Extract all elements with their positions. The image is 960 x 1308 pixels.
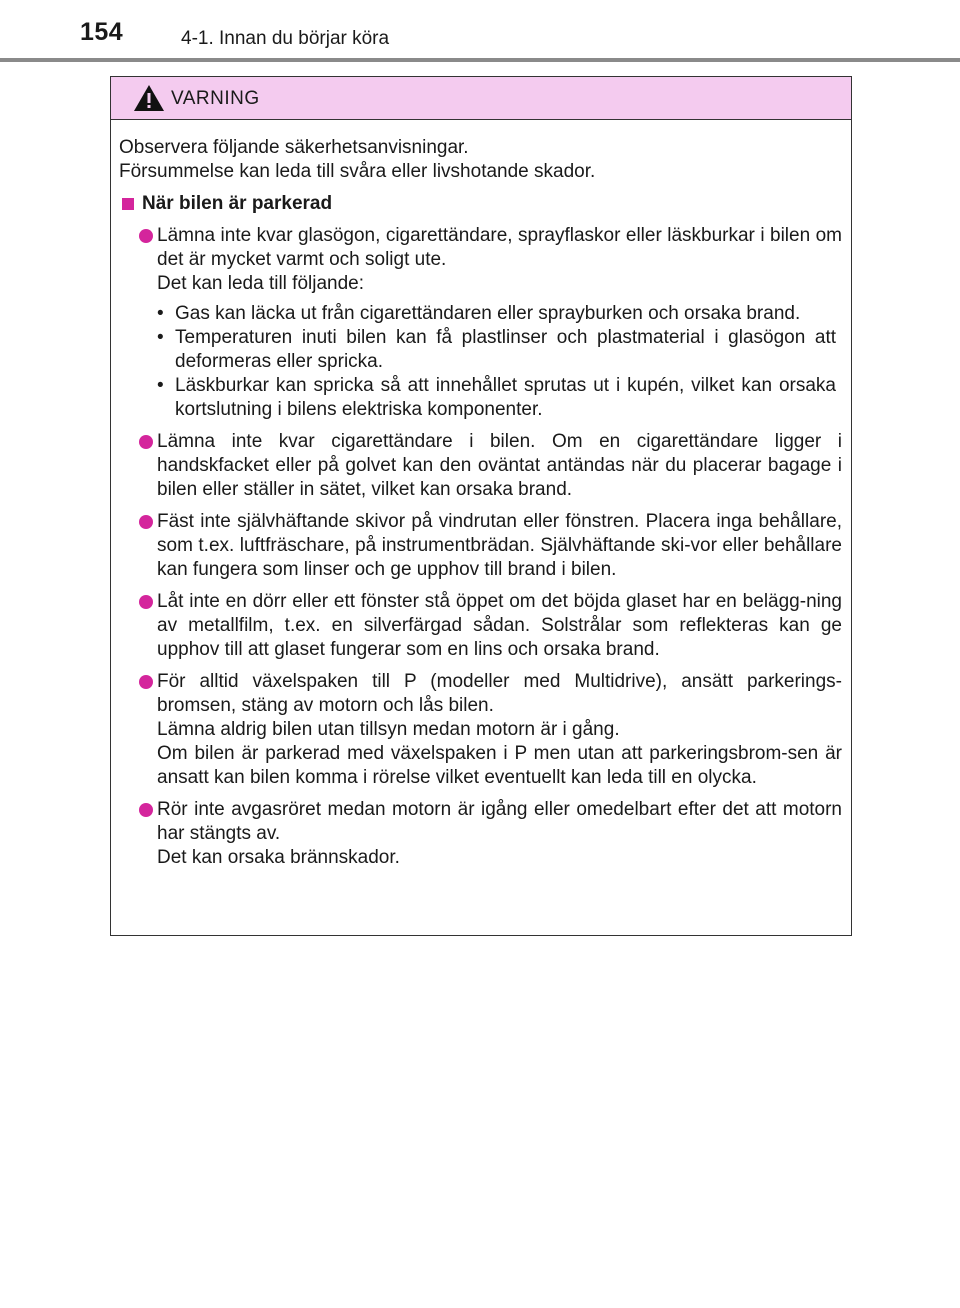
- subheading: [119, 192, 842, 216]
- item-paragraph: Det kan orsaka brännskador.: [157, 847, 400, 868]
- sub-list-item: [157, 374, 842, 422]
- bullet-dot-icon: [139, 675, 153, 689]
- warning-item: [119, 670, 842, 790]
- intro-line: Försummelse kan leda till svåra eller livshotande skador.: [119, 161, 596, 182]
- item-paragraph: Lämna inte kvar cigarettändare i bilen. Om en cigarettändare ligger i handskfacket eller på golvet kan den oväntat antändas när du placerar bagage i bilen eller ställer in sätet, vilket kan orsaka brand.: [157, 431, 842, 500]
- item-paragraph: För alltid växelspaken till P (modeller med Multidrive), ansätt parkerings-bromsen, stäng av motorn och lås bilen.: [157, 671, 842, 716]
- warning-body: [111, 120, 851, 870]
- warning-label: VARNING: [171, 88, 260, 109]
- header-divider: [0, 58, 960, 62]
- page-number: 154: [80, 18, 124, 46]
- warning-item: [119, 510, 842, 582]
- warning-triangle-icon: [133, 84, 165, 112]
- bullet-dot-icon: [139, 803, 153, 817]
- sub-item-text: Läskburkar kan spricka så att innehållet sprutas ut i kupén, vilket kan orsaka kortslutning i bilens elektriska komponenter.: [175, 375, 836, 420]
- warning-item: [119, 590, 842, 662]
- bullet-dot-icon: [139, 435, 153, 449]
- item-paragraph: Lämna inte kvar glasögon, cigarettändare, sprayflaskor eller läskburkar i bilen om det är mycket varmt och soligt ute.: [157, 225, 842, 270]
- sub-item-text: Gas kan läcka ut från cigarettändaren eller sprayburken och orsaka brand.: [175, 303, 801, 324]
- intro-line: Observera följande säkerhetsanvisningar.: [119, 137, 469, 158]
- warning-box: [110, 76, 852, 936]
- warning-item: [119, 224, 842, 422]
- item-paragraph: Rör inte avgasröret medan motorn är igång eller omedelbart efter det att motorn har stängts av.: [157, 799, 842, 844]
- item-paragraph: Det kan leda till följande:: [157, 273, 365, 294]
- sub-list-item: [157, 326, 842, 374]
- square-bullet-icon: [122, 198, 134, 210]
- bullet-dot-icon: [139, 229, 153, 243]
- item-paragraph: Lämna aldrig bilen utan tillsyn medan motorn är i gång.: [157, 719, 620, 740]
- subheading-text: När bilen är parkerad: [142, 193, 333, 214]
- sub-list-item: [157, 302, 842, 326]
- bullet-dot-icon: [139, 515, 153, 529]
- sub-item-text: Temperaturen inuti bilen kan få plastlinser och plastmaterial i glasögon att deformeras eller spricka.: [175, 327, 836, 372]
- item-paragraph: Fäst inte självhäftande skivor på vindrutan eller fönstren. Placera inga behållare, som t.ex. luftfräschare, på instrumentbrädan. Självhäftande ski-vor eller behållare kan fungera som linser och ge upphov till brand i bilen.: [157, 511, 842, 580]
- warning-intro: [119, 136, 842, 184]
- warning-item: [119, 430, 842, 502]
- section-title: 4-1. Innan du börjar köra: [181, 28, 390, 49]
- warning-item: [119, 798, 842, 870]
- page-header: [0, 0, 960, 62]
- warning-header: [111, 77, 851, 120]
- item-paragraph: Om bilen är parkerad med växelspaken i P men utan att parkeringsbrom-sen är ansatt kan bilen komma i rörelse vilket eventuellt kan leda till en olycka.: [157, 743, 842, 788]
- bullet-dot-icon: [139, 595, 153, 609]
- sub-bullet-icon: •: [157, 327, 164, 348]
- sub-bullet-icon: •: [157, 375, 164, 396]
- sub-bullet-icon: •: [157, 303, 164, 324]
- sub-list: [157, 302, 842, 422]
- item-paragraph: Låt inte en dörr eller ett fönster stå öppet om det böjda glaset har en belägg-ning av metallfilm, t.ex. en silverfärgad sådan. Solstrålar som reflekteras kan ge upphov till att glaset fungerar som en lins och orsaka brand.: [157, 591, 842, 660]
